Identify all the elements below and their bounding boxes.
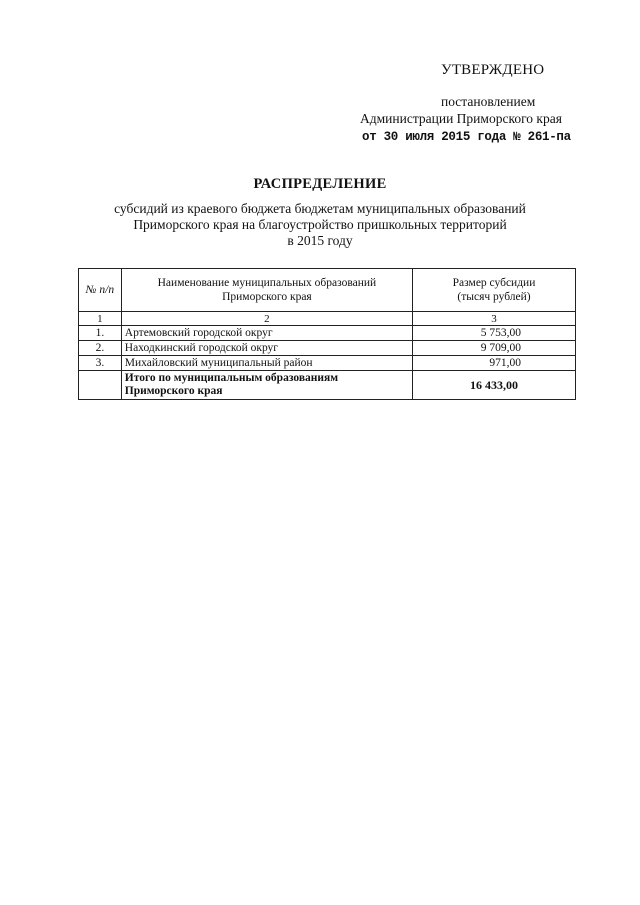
document-title: РАСПРЕДЕЛЕНИЕ (253, 176, 387, 192)
header-municipality-line: Наименование муниципальных образований (157, 277, 377, 289)
header-municipality (121, 269, 412, 312)
row-number: 3. (79, 356, 122, 371)
row-number: 2. (79, 341, 122, 356)
administration-label: Администрации Приморского края (360, 111, 562, 126)
row-municipality: Находкинский городской округ (121, 341, 412, 356)
document-subtitle-line: Приморского края на благоустройство пришкольных территорий (133, 217, 507, 232)
decree-date-number: от 30 июля 2015 года № 261-па (362, 130, 571, 144)
header-amount (413, 269, 576, 312)
row-number: 1. (79, 326, 122, 341)
column-number: 2 (121, 312, 412, 326)
header-number: № п/п (79, 269, 122, 312)
total-amount: 16 433,00 (413, 371, 576, 400)
subsidy-table (78, 268, 576, 400)
total-row (79, 371, 576, 400)
total-label-line: Приморского края (124, 385, 223, 397)
header-municipality-line: Приморского края (222, 291, 312, 303)
row-municipality: Артемовский городской округ (121, 326, 412, 341)
header-amount-line: Размер субсидии (452, 277, 536, 289)
total-label-line: Итого по муниципальным образованиям (124, 372, 339, 384)
document-subtitle-line: субсидий из краевого бюджета бюджетам муниципальных образований (114, 201, 526, 216)
decree-label: постановлением (441, 94, 536, 109)
column-number: 1 (79, 312, 122, 326)
table-row (79, 341, 576, 356)
row-amount: 5 753,00 (413, 326, 576, 341)
document-subtitle-line: в 2015 году (287, 233, 353, 248)
row-amount: 9 709,00 (413, 341, 576, 356)
column-number: 3 (413, 312, 576, 326)
table-header-row (79, 269, 576, 312)
approved-stamp: УТВЕРЖДЕНО (441, 62, 545, 78)
column-number-row (79, 312, 576, 326)
table-row (79, 326, 576, 341)
row-amount: 971,00 (413, 356, 576, 371)
total-number-cell (79, 371, 122, 400)
total-label (121, 371, 412, 400)
header-amount-line: (тысяч рублей) (457, 291, 531, 303)
row-municipality: Михайловский муниципальный район (121, 356, 412, 371)
table-row (79, 356, 576, 371)
